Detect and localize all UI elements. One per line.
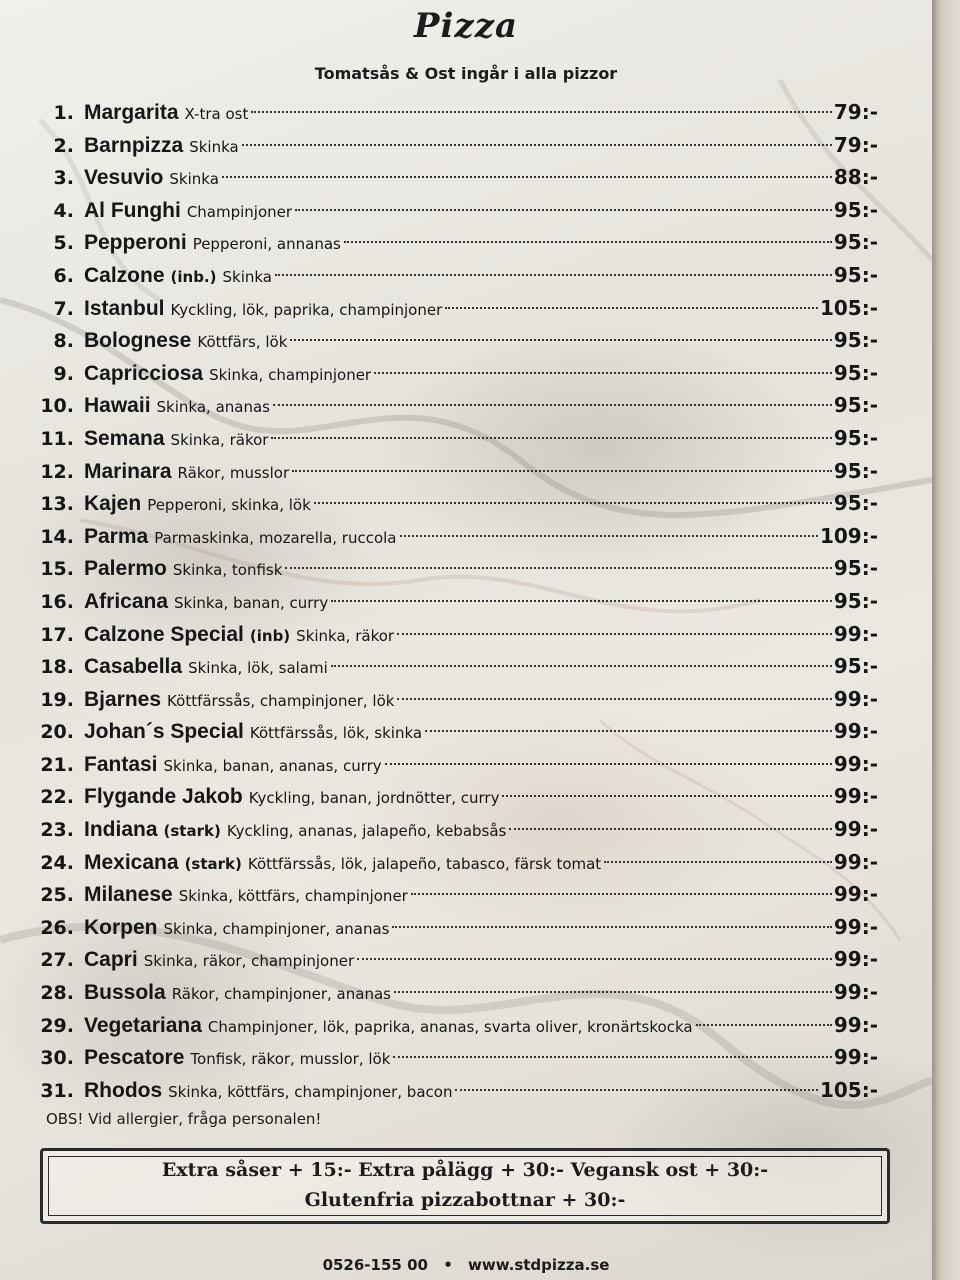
menu-item-name: Calzone Special — [84, 622, 244, 646]
menu-item — [30, 292, 878, 325]
menu-item-name: Fantasi — [84, 752, 158, 776]
menu-item-name: Kajen — [84, 492, 142, 516]
menu-item-description: Skinka, banan, curry — [174, 593, 329, 612]
menu-item-number: 4. — [53, 199, 74, 222]
menu-item-name: Indiana — [84, 818, 158, 842]
menu-item-price: 95:- — [833, 588, 878, 613]
paper-edge — [932, 0, 960, 1280]
menu-item-dots — [392, 926, 831, 928]
menu-item-description: Kyckling, ananas, jalapeño, kebabsås — [226, 822, 507, 841]
menu-item-number: 25. — [40, 884, 74, 907]
menu-item-number: 22. — [40, 786, 74, 809]
menu-item — [30, 389, 878, 422]
menu-item-name: Korpen — [84, 915, 158, 939]
menu-item-number: 24. — [40, 851, 74, 874]
menu-item-name: Bjarnes — [84, 687, 162, 711]
menu-item-price: 95:- — [833, 556, 878, 581]
menu-item-name: Istanbul — [84, 296, 165, 320]
menu-item — [30, 1074, 878, 1107]
menu-item-note: (inb.) — [170, 267, 217, 286]
pizza-menu-list — [30, 96, 878, 1106]
menu-item-name: Margarita — [84, 101, 179, 124]
menu-item-description: Skinka — [189, 137, 239, 156]
menu-item-price: 109:- — [819, 523, 878, 548]
menu-item-name: Parma — [84, 524, 149, 548]
menu-item-dots — [295, 209, 832, 211]
menu-item-dots — [425, 730, 832, 732]
menu-item-dots — [273, 404, 832, 406]
extras-line-2: Glutenfria pizzabottnar + 30:- — [304, 1189, 626, 1211]
menu-item-name: Flygande Jakob — [84, 785, 243, 809]
menu-item — [30, 813, 878, 846]
menu-item-description: Skinka, lök, salami — [188, 659, 328, 678]
menu-item-description: Skinka, räkor — [296, 626, 395, 645]
menu-item-name: Palermo — [84, 557, 167, 581]
menu-item-number: 11. — [40, 427, 74, 450]
menu-item-price: 99:- — [833, 817, 878, 842]
menu-item-name: Milanese — [84, 883, 173, 907]
menu-item-price: 95:- — [833, 491, 878, 516]
menu-item-number: 31. — [40, 1079, 74, 1102]
menu-item-dots — [411, 893, 832, 895]
menu-item-dots — [222, 176, 832, 178]
menu-item-name: Pescatore — [84, 1046, 185, 1070]
menu-item-name: Barnpizza — [84, 133, 184, 157]
menu-item-description: Skinka — [169, 170, 219, 189]
menu-item-dots — [393, 1056, 831, 1058]
menu-item-description: Tonfisk, räkor, musslor, lök — [190, 1050, 391, 1069]
menu-item-number: 10. — [40, 395, 74, 418]
menu-item-dots — [344, 241, 832, 243]
menu-item-name: Vegetariana — [84, 1013, 202, 1037]
menu-item-dots — [331, 600, 832, 602]
menu-item-description: Skinka, champinjoner — [209, 365, 372, 384]
extras-box — [40, 1148, 890, 1224]
allergy-note: OBS! Vid allergier, fråga personalen! — [46, 1110, 322, 1128]
menu-item-dots — [502, 795, 831, 797]
menu-item-dots — [275, 274, 832, 276]
menu-item-dots — [696, 1024, 832, 1026]
menu-item-dots — [271, 437, 831, 439]
menu-item-description: X-tra ost — [184, 105, 249, 123]
menu-item-name: Capricciosa — [84, 361, 204, 385]
menu-item-number: 12. — [40, 460, 74, 483]
menu-item-dots — [397, 698, 831, 700]
menu-item — [30, 487, 878, 520]
menu-item-description: Kyckling, lök, paprika, champinjoner — [170, 300, 443, 319]
menu-item-dots — [400, 535, 818, 537]
menu-item-dots — [314, 502, 832, 504]
menu-item-number: 19. — [40, 688, 74, 711]
menu-item-name: Hawaii — [84, 394, 151, 418]
menu-item-name: Bolognese — [84, 329, 192, 353]
menu-item-name: Bussola — [84, 981, 166, 1005]
menu-item-description: Köttfärssås, lök, skinka — [249, 724, 423, 743]
menu-item-price: 99:- — [833, 849, 878, 874]
menu-item-price: 99:- — [833, 882, 878, 907]
footer-website: www.stdpizza.se — [468, 1256, 610, 1274]
menu-item-price: 79:- — [833, 132, 878, 157]
menu-item-description: Skinka — [222, 267, 272, 286]
menu-item-description: Köttfärs, lök — [197, 333, 288, 352]
menu-item-name: Africana — [84, 589, 169, 613]
menu-item-number: 17. — [40, 623, 74, 646]
menu-item-dots — [445, 307, 818, 309]
menu-item-description: Köttfärssås, lök, jalapeño, tabasco, färsk tomat — [247, 854, 602, 873]
menu-item-price: 99:- — [833, 751, 878, 776]
menu-item-description: Skinka, räkor, champinjoner — [143, 952, 355, 971]
menu-item-note: (stark) — [184, 854, 242, 873]
menu-item-name: Al Funghi — [84, 198, 181, 222]
menu-item-number: 21. — [40, 753, 74, 776]
menu-item-description: Skinka, köttfärs, champinjoner — [178, 887, 408, 906]
menu-item-price: 105:- — [819, 295, 878, 320]
menu-item-number: 8. — [53, 330, 74, 353]
menu-item — [30, 357, 878, 390]
menu-item — [30, 650, 878, 683]
menu-item-number: 14. — [40, 525, 74, 548]
menu-item-dots — [374, 372, 832, 374]
menu-item — [30, 422, 878, 455]
menu-item-name: Pepperoni — [84, 231, 187, 255]
menu-item-description: Champinjoner — [186, 202, 293, 221]
menu-item-price: 99:- — [833, 621, 878, 646]
menu-item-dots — [242, 144, 832, 146]
menu-item-price: 99:- — [833, 980, 878, 1005]
menu-item-price: 99:- — [833, 914, 878, 939]
menu-item-name: Semana — [84, 426, 165, 450]
menu-item-number: 13. — [40, 493, 74, 516]
menu-item-name: Casabella — [84, 655, 183, 679]
menu-item-number: 9. — [53, 362, 74, 385]
page-subtitle: Tomatsås & Ost ingår i alla pizzor — [314, 64, 618, 83]
menu-item-description: Kyckling, banan, jordnötter, curry — [248, 789, 500, 808]
menu-item — [30, 96, 878, 129]
menu-item-description: Räkor, musslor — [177, 463, 290, 482]
menu-item-description: Räkor, champinjoner, ananas — [171, 985, 391, 1004]
menu-item — [30, 520, 878, 553]
menu-item-price: 95:- — [833, 197, 878, 222]
menu-item-number: 27. — [40, 949, 74, 972]
menu-item-name: Capri — [84, 948, 138, 972]
menu-item — [30, 618, 878, 651]
menu-item-dots — [331, 665, 832, 667]
menu-item-dots — [290, 339, 831, 341]
menu-item-description: Pepperoni, skinka, lök — [147, 496, 311, 515]
menu-item — [30, 715, 878, 748]
menu-item — [30, 552, 878, 585]
menu-item-dots — [251, 111, 832, 113]
menu-item-name: Johan´s Special — [84, 720, 244, 744]
menu-item-description: Köttfärssås, champinjoner, lök — [167, 691, 395, 710]
page-title: Pizza — [413, 6, 519, 46]
menu-item — [30, 780, 878, 813]
menu-item-dots — [394, 991, 832, 993]
menu-item — [30, 455, 878, 488]
menu-item-price: 95:- — [833, 230, 878, 255]
menu-item-price: 99:- — [833, 1012, 878, 1037]
menu-item-price: 99:- — [833, 686, 878, 711]
menu-item-number: 3. — [53, 167, 74, 190]
menu-item-dots — [285, 567, 831, 569]
menu-item-number: 16. — [40, 590, 74, 613]
menu-item-dots — [397, 633, 832, 635]
menu-item-note: (inb) — [249, 626, 291, 645]
menu-item-price: 95:- — [833, 425, 878, 450]
extras-line-1: Extra såser + 15:- Extra pålägg + 30:- Vegansk ost + 30:- — [161, 1159, 769, 1181]
menu-item-number: 20. — [40, 721, 74, 744]
menu-item-number: 26. — [40, 916, 74, 939]
menu-item-description: Skinka, köttfärs, champinjoner, bacon — [168, 1082, 453, 1101]
menu-item — [30, 1009, 878, 1042]
menu-item-number: 18. — [40, 656, 74, 679]
menu-item — [30, 976, 878, 1009]
menu-item-description: Skinka, ananas — [156, 398, 270, 417]
menu-item — [30, 878, 878, 911]
menu-item-price: 95:- — [833, 458, 878, 483]
menu-item — [30, 129, 878, 162]
menu-item-note: (stark) — [163, 822, 221, 841]
menu-item-price: 99:- — [833, 947, 878, 972]
menu-item-description: Skinka, tonfisk — [172, 561, 283, 580]
menu-item-description: Skinka, räkor — [170, 430, 269, 449]
menu-item-dots — [604, 861, 832, 863]
menu-item-price: 99:- — [833, 784, 878, 809]
menu-item — [30, 259, 878, 292]
menu-item-name: Mexicana — [84, 850, 179, 874]
menu-item-number: 28. — [40, 982, 74, 1005]
menu-item-description: Champinjoner, lök, paprika, ananas, svarta oliver, kronärtskocka — [207, 1017, 693, 1036]
menu-item-price: 95:- — [833, 393, 878, 418]
footer-phone: 0526-155 00 — [322, 1256, 428, 1274]
menu-item-description: Skinka, banan, ananas, curry — [163, 756, 382, 775]
menu-item-price: 99:- — [833, 719, 878, 744]
menu-item — [30, 585, 878, 618]
menu-item-number: 30. — [40, 1047, 74, 1070]
menu-item-number: 7. — [53, 297, 74, 320]
menu-item-number: 15. — [40, 558, 74, 581]
menu-item-price: 88:- — [833, 165, 878, 190]
menu-item-price: 95:- — [833, 262, 878, 287]
menu-item — [30, 194, 878, 227]
menu-item-price: 95:- — [833, 360, 878, 385]
menu-item-name: Calzone — [84, 263, 165, 287]
menu-item-price: 99:- — [833, 1045, 878, 1070]
menu-item — [30, 324, 878, 357]
menu-item — [30, 748, 878, 781]
menu-item-dots — [292, 470, 832, 472]
menu-item-price: 105:- — [819, 1077, 878, 1102]
menu-item-name: Vesuvio — [84, 166, 164, 190]
menu-item-dots — [455, 1089, 818, 1091]
menu-item-dots — [357, 958, 832, 960]
menu-item-number: 23. — [40, 819, 74, 842]
menu-item-price: 79:- — [833, 100, 878, 124]
menu-item-name: Marinara — [84, 459, 172, 483]
menu-item-number: 29. — [40, 1014, 74, 1037]
menu-item-number: 6. — [53, 264, 74, 287]
menu-item — [30, 1041, 878, 1074]
footer-separator: • — [443, 1256, 453, 1274]
footer — [0, 1256, 932, 1274]
menu-item-name: Rhodos — [84, 1078, 163, 1102]
menu-item — [30, 943, 878, 976]
menu-item-dots — [509, 828, 832, 830]
menu-item — [30, 846, 878, 879]
menu-item-price: 95:- — [833, 654, 878, 679]
menu-item — [30, 683, 878, 716]
menu-item-dots — [385, 763, 832, 765]
menu-item-number: 2. — [53, 134, 74, 157]
menu-item-number: 1. — [53, 102, 74, 124]
menu-item — [30, 161, 878, 194]
menu-item — [30, 226, 878, 259]
menu-item-number: 5. — [53, 232, 74, 255]
menu-item-description: Parmaskinka, mozarella, ruccola — [154, 528, 397, 547]
menu-item — [30, 911, 878, 944]
menu-item-price: 95:- — [833, 328, 878, 353]
menu-item-description: Pepperoni, annanas — [192, 235, 341, 254]
menu-item-description: Skinka, champinjoner, ananas — [163, 919, 390, 938]
